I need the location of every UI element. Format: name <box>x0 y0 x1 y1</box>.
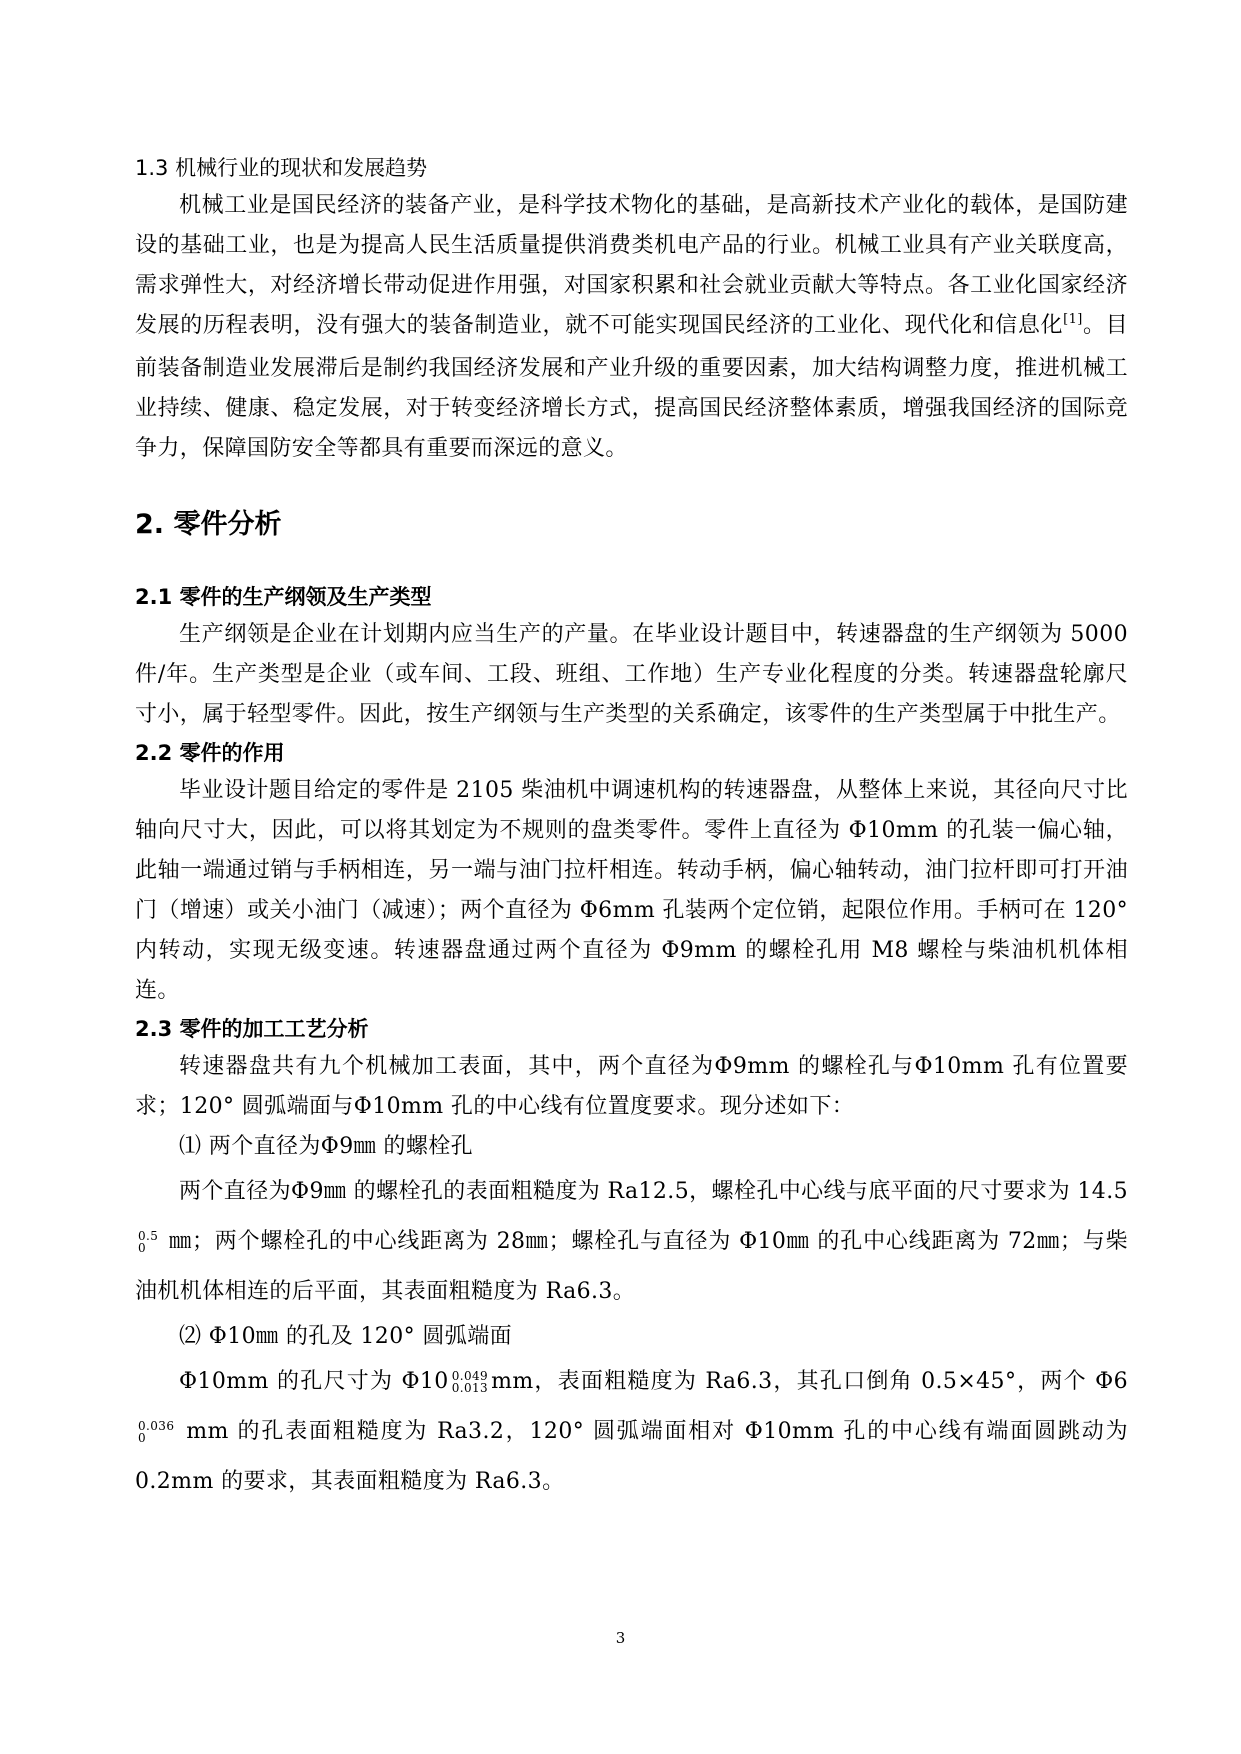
section-1-3-heading: 1.3 机械行业的现状和发展趋势 <box>135 156 428 180</box>
item-2-paragraph <box>135 1357 1128 1507</box>
item-1-paragraph <box>135 1167 1128 1317</box>
item-1-heading: ⑴ 两个直径为Φ9㎜ 的螺栓孔 <box>179 1134 474 1159</box>
item-2-tolerance-a <box>452 1370 488 1394</box>
item-1-tolerance-lower: 0 <box>138 1241 147 1255</box>
item-1-line-1: 两个直径为Φ9㎜ 的螺栓孔的表面粗糙度为 Ra12.5，螺栓孔中心线与底平面的尺寸要求 <box>179 1179 1048 1204</box>
item-2-heading: ⑵ Φ10㎜ 的孔及 120° 圆弧端面 <box>179 1324 512 1349</box>
item-2-line-1a: Φ10mm 的孔尺寸为 Φ10 <box>179 1369 449 1394</box>
item-2-tolerance-a-lower: 0.013 <box>451 1381 489 1395</box>
citation-1: [1] <box>1063 312 1083 327</box>
item-1-line-2b: ㎜；两个螺栓孔的中心线距离为 28㎜；螺栓孔与直径为 Φ10㎜ 的孔中心线距离 <box>161 1229 978 1254</box>
section-2-2-paragraph: 毕业设计题目给定的零件是 2105 柴油机中调速机构的转速器盘，从整体上来说，其径向尺寸比轴向尺寸大，因此，可以将其划定为不规则的盘类零件。零件上直径为 Φ10mm 的孔装一偏心轴，此轴一端通过销与手柄相连，另一端与油门拉杆相连。转动手柄，偏心轴转动，油门拉杆即可打开油门（增速）或关小油门（减速）；两个直径为 Φ6mm 孔装两个定位销，起限位作用。手柄可在 120° 内转动，实现无级变速。转速器盘通过两个直径为 Φ9mm 的螺栓孔用 M8 螺栓与柴油机机体相连。 <box>135 778 1128 1003</box>
section-1-3-text-b: 。目前装备制造业发展滞后是制约我国经济发展和产业升级的重要因素，加大结构调整力度，推进机械工业持续、健康、稳定发展，对于转变经济增长方式，提高国民经济整体素质，增强我国经济的国际竞争力，保障国防安全等都具有重要而深远的意义。 <box>135 313 1128 461</box>
item-2-line-1b: mm，表面粗糙度为 Ra6.3，其孔口倒角 0.5×45°，两个 Φ6 <box>491 1369 1128 1394</box>
section-2-3-paragraph: 转速器盘共有九个机械加工表面，其中，两个直径为Φ9mm 的螺栓孔与Φ10mm 孔有位置要求；120° 圆弧端面与Φ10mm 孔的中心线有位置度要求。现分述如下： <box>135 1054 1128 1119</box>
item-2-line-3: 0.2mm 的要求，其表面粗糙度为 Ra6.3。 <box>135 1469 565 1494</box>
item-1-tolerance-upper: 0.5 <box>138 1229 159 1243</box>
item-2-tolerance-b-lower: 0 <box>138 1431 147 1445</box>
item-2-tolerance-b-upper: 0.036 <box>138 1419 175 1433</box>
section-2-1-heading: 2.1 零件的生产纲领及生产类型 <box>135 585 432 609</box>
item-1-tolerance <box>138 1230 158 1254</box>
item-1-line-2a: 为 14.5 <box>1047 1179 1128 1204</box>
chapter-2-heading: 2. 零件分析 <box>135 509 282 540</box>
item-1-line-3: 为 72㎜；与柴油机机体相连的后平面，其表面粗糙度为 Ra6.3。 <box>135 1229 1128 1304</box>
item-2-tolerance-a-upper: 0.049 <box>451 1369 489 1383</box>
section-1-3-paragraph <box>135 186 1128 469</box>
section-2-2-heading: 2.2 零件的作用 <box>135 741 285 765</box>
section-2-3-heading: 2.3 零件的加工工艺分析 <box>135 1017 369 1041</box>
item-2-tolerance-b <box>138 1420 174 1444</box>
page-number: 3 <box>615 1629 626 1647</box>
section-2-1-paragraph: 生产纲领是企业在计划期内应当生产的产量。在毕业设计题目中，转速器盘的生产纲领为 5000 件/年。生产类型是企业（或车间、工段、班组、工作地）生产专业化程度的分类。转速器盘轮廓尺寸小，属于轻型零件。因此，按生产纲领与生产类型的关系确定，该零件的生产类型属于中批生产。 <box>135 622 1128 727</box>
item-2-line-2b: mm 的孔表面粗糙度为 Ra3.2，120° 圆弧端面相对 Φ10mm 孔的中心线有端面圆跳动为 <box>177 1419 1128 1444</box>
section-1-3-text-a: 机械工业是国民经济的装备产业，是科学技术物化的基础，是高新技术产业化的载体，是国防建设的基础工业，也是为提高人民生活质量提供消费类机电产品的行业。机械工业具有产业关联度高，需求弹性大，对经济增长带动促进作用强，对国家积累和社会就业贡献大等特点。各工业化国家经济发展的历程表明，没有强大的装备制造业，就不可能实现国民经济的工业化、现代化和信息化 <box>135 193 1128 338</box>
